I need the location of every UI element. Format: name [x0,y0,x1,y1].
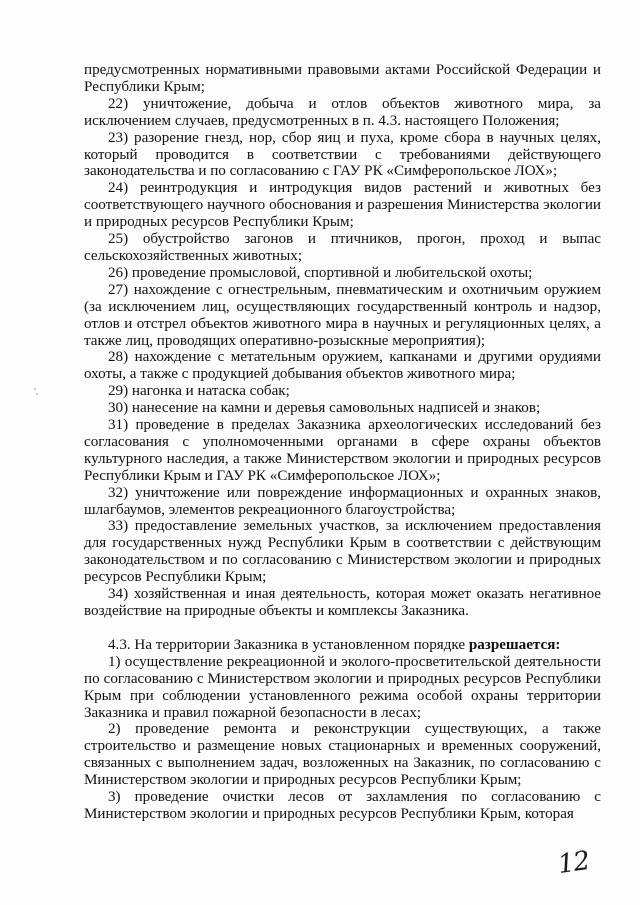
section-heading-emphasis: разрешается: [468,636,561,653]
section-spacer [84,620,601,637]
page-number: 12 [556,845,592,881]
paragraph-item-30: 30) нанесение на камни и деревья самовольных надписей и знаков; [108,400,541,417]
scan-speck [36,393,38,395]
paragraph-item-25: 25) обустройство загонов и птичников, прогон, проход и выпас сельскохозяйственных животных; [84,231,601,264]
paragraph-item-23: 23) разорение гнезд, нор, сбор яиц и пуха, кроме сбора в научных целях, который проводится в соответствии с требованиями действующего законодательства и по согласованию с ГАУ РК «Симферопольское ЛОХ»; [84,129,601,180]
paragraph-item-24: 24) реинтродукция и интродукция видов растений и животных без соответствующего научного обоснования и разрешения Министерства экологии и природных ресурсов Республики Крым; [84,180,601,231]
paragraph-item-34: 34) хозяйственная и иная деятельность, которая может оказать негативное воздействие на природные объекты и комплексы Заказника. [84,586,601,619]
paragraph-item-27: 27) нахождение с огнестрельным, пневматическим и охотничьим оружием (за исключением лиц, осуществляющих государственный контроль и надзор, отлов и отстрел объектов животного мира в научных и регуляционных целях, а также лиц, проводящих оперативно-розыскные мероприятия); [84,281,601,349]
scan-speck [34,388,36,390]
paragraph-item-32: 32) уничтожение или повреждение информационных и охранных знаков, шлагбаумов, элементов рекреационного благоустройства; [84,484,601,518]
paragraph-item-26: 26) проведение промысловой, спортивной и любительской охоты; [108,264,533,281]
paragraph-item-33: 33) предоставление земельных участков, за исключением предоставления для государственных нужд Республики Крым в соответствии с действующим законодательством и по согласованию с Министерством экологии и природных ресурсов Республики Крым; [84,518,601,586]
paragraph-item-28: 28) нахождение с метательным оружием, капканами и другими орудиями охоты, а также с продукцией добывания объектов животного мира; [84,349,601,383]
allowed-item-3: 3) проведение очистки лесов от захламления по согласованию с Министерством экологии и природных ресурсов Республики Крым, которая [84,789,601,822]
section-heading-4-3 [84,637,601,654]
paragraph-continuation: предусмотренных нормативными правовыми актами Российской Федерации и Республики Крым; [84,62,601,95]
allowed-item-1: 1) осуществление рекреационной и эколого-просветительской деятельности по согласованию с Министерством экологии и природных ресурсов Республики Крым при соблюдении установленного режима особой охраны территории Заказника и правил пожарной безопасности в лесах; [84,653,601,721]
allowed-item-2: 2) проведение ремонта и реконструкции существующих, а также строительство и размещение новых стационарных и временных сооружений, связанных с выполнением задач, возложенных на Заказник, по согласованию с Министерством экологии и природных ресурсов Республики Крым; [84,721,601,789]
section-heading-text: 4.3. На территории Заказника в установленном порядке [108,636,469,653]
paragraph-item-22: 22) уничтожение, добыча и отлов объектов животного мира, за исключением случаев, предусмотренных в п. 4.3. настоящего Положения; [84,95,601,129]
paragraph-item-31: 31) проведение в пределах Заказника археологических исследований без согласования с уполномоченными органами в сфере охраны объектов культурного наследия, а также Министерством экологии и природных ресурсов Республики Крым и ГАУ РК «Симферопольское ЛОХ»; [84,417,601,484]
document-body [84,62,601,823]
paragraph-item-29: 29) нагонка и натаска собак; [108,383,290,400]
